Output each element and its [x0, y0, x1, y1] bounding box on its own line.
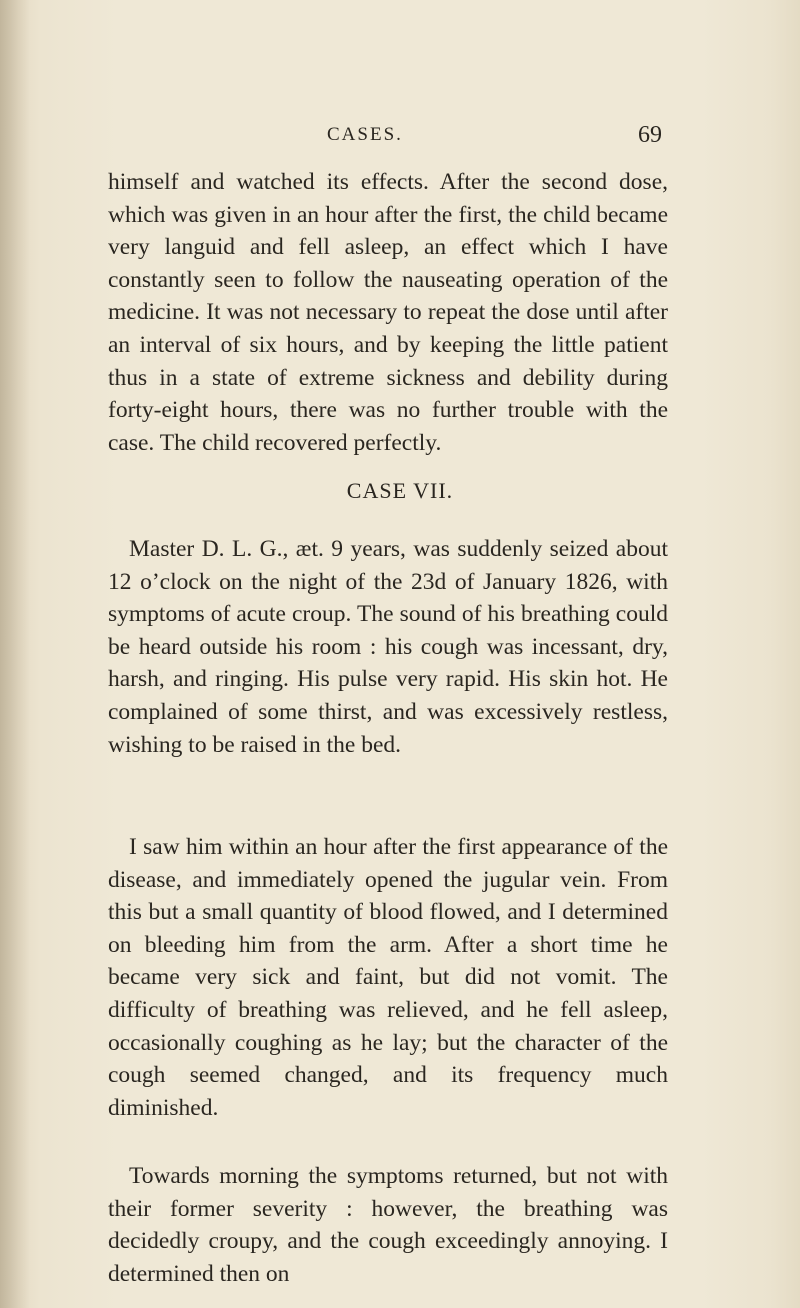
running-title: CASES.	[327, 124, 403, 145]
page-number: 69	[638, 122, 662, 148]
paragraph-continuation: himself and watched its effects. After the second dose, which was given in an hour after the first, the child became very languid and fell asleep, an effect which I have constantly seen to follow the nauseating operation of the medicine. It was not necessary to repeat the dose until after an interval of six hours, and by keeping the little patient thus in a state of extreme sickness and debility during forty-eight hours, there was no further trouble with the case. The child recovered perfectly.	[108, 169, 668, 456]
paragraph-case-description: Master D. L. G., æt. 9 years, was suddenly seized about 12 o’clock on the night of the 23d of January 1826, with symptoms of acute croup. The sound of his breathing could be heard outside his room : his cough was incessant, dry, harsh, and ringing. His pulse very rapid. His skin hot. He complained of some thirst, and was excessively restless, wishing to be raised in the bed.	[108, 536, 668, 758]
running-header	[0, 120, 800, 160]
page-gutter-shadow	[0, 0, 30, 1308]
paragraph-treatment: I saw him within an hour after the first appearance of the disease, and immediately opened the jugular vein. From this but a small quantity of blood flowed, and I determined on bleeding him from the arm. After a short time he became very sick and faint, but did not vomit. The difficulty of breathing was relieved, and he fell asleep, occasionally coughing as he lay; but the character of the cough seemed changed, and its frequency much diminished.	[108, 834, 668, 1121]
paragraph-morning: Towards morning the symptoms returned, but not with their former severity : however, the breathing was decidedly croupy, and the cough exceedingly annoying. I determined then on	[108, 1163, 668, 1287]
case-heading: CASE VII.	[346, 478, 454, 503]
